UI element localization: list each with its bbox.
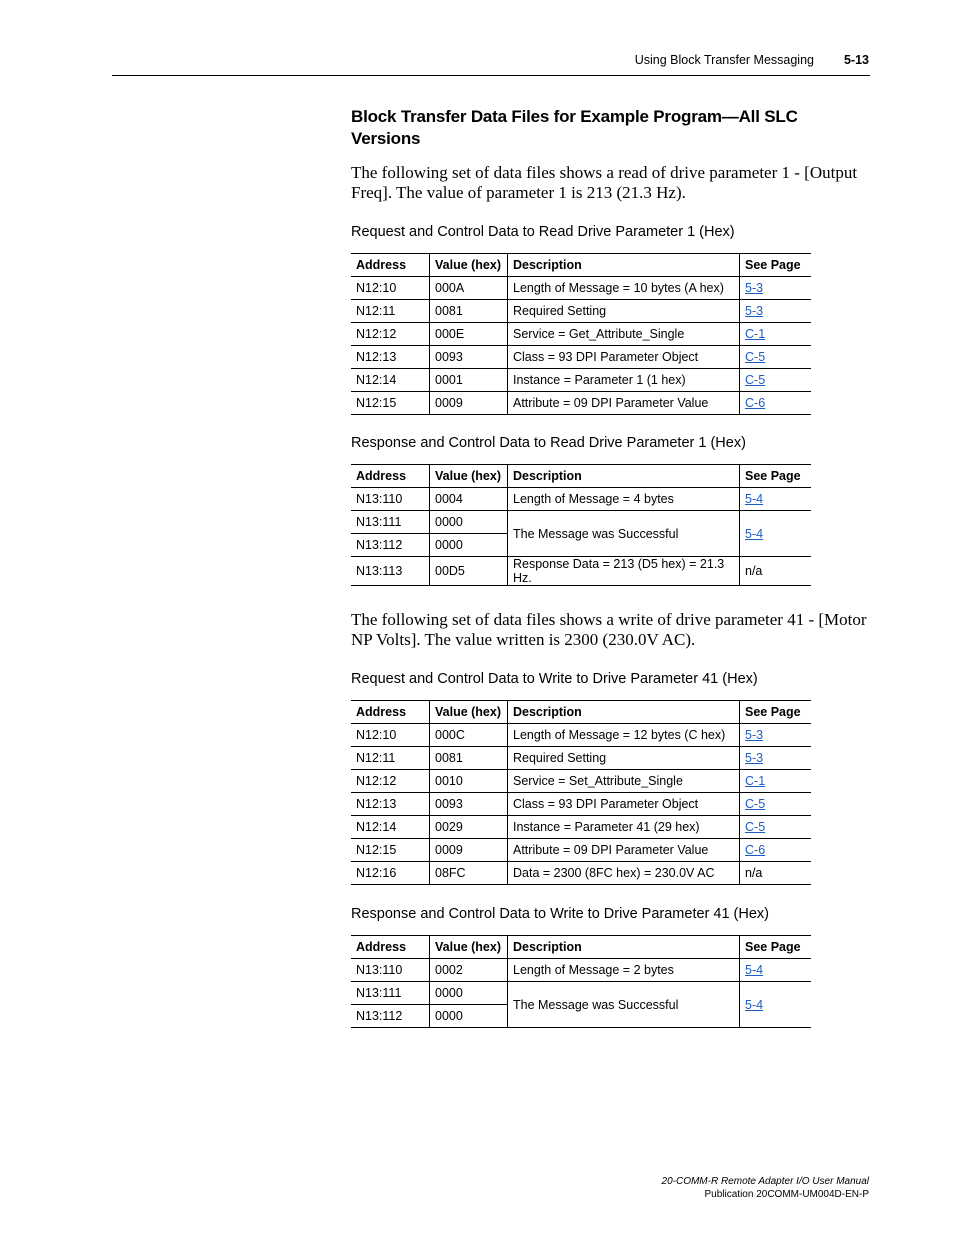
description-cell: Data = 2300 (8FC hex) = 230.0V AC xyxy=(508,862,740,885)
col-see-page: See Page xyxy=(740,254,812,277)
running-header xyxy=(0,52,954,72)
page-link[interactable]: C-5 xyxy=(745,373,766,387)
table-row xyxy=(351,392,811,415)
address-cell: N13:110 xyxy=(351,488,430,511)
col-description: Description xyxy=(508,701,740,724)
table3-caption: Request and Control Data to Write to Drive Parameter 41 (Hex) xyxy=(351,671,758,687)
page-link[interactable]: 5-4 xyxy=(745,963,764,977)
value-cell: 000E xyxy=(430,323,508,346)
table4-caption: Response and Control Data to Write to Drive Parameter 41 (Hex) xyxy=(351,906,769,922)
address-cell: N13:113 xyxy=(351,557,430,586)
description-cell: The Message was Successful xyxy=(508,511,740,557)
table-header-row xyxy=(351,254,811,277)
page-link[interactable]: 5-3 xyxy=(745,304,764,318)
description-cell: Required Setting xyxy=(508,747,740,770)
address-cell: N12:13 xyxy=(351,346,430,369)
page-cell: n/a xyxy=(740,557,812,586)
table1-caption: Request and Control Data to Read Drive Parameter 1 (Hex) xyxy=(351,224,735,240)
page-link[interactable]: 5-3 xyxy=(745,728,764,742)
page-link[interactable]: 5-4 xyxy=(745,997,764,1012)
description-cell: Length of Message = 10 bytes (A hex) xyxy=(508,277,740,300)
col-address: Address xyxy=(351,701,430,724)
value-cell: 00D5 xyxy=(430,557,508,586)
table-row xyxy=(351,277,811,300)
table-row xyxy=(351,959,811,982)
col-address: Address xyxy=(351,936,430,959)
value-cell: 0001 xyxy=(430,369,508,392)
col-value: Value (hex) xyxy=(430,936,508,959)
description-cell: Instance = Parameter 1 (1 hex) xyxy=(508,369,740,392)
value-cell: 0000 xyxy=(430,511,508,534)
page-link[interactable]: 5-3 xyxy=(745,751,764,765)
address-cell: N12:11 xyxy=(351,747,430,770)
main-content xyxy=(351,106,871,1028)
table-write-request xyxy=(351,700,811,885)
table-row xyxy=(351,511,811,534)
table-row xyxy=(351,839,811,862)
description-cell: Response Data = 213 (D5 hex) = 21.3 Hz. xyxy=(508,557,740,586)
address-cell: N12:15 xyxy=(351,392,430,415)
table-row xyxy=(351,982,811,1005)
value-cell: 0009 xyxy=(430,839,508,862)
value-cell: 0081 xyxy=(430,300,508,323)
col-value: Value (hex) xyxy=(430,254,508,277)
col-see-page: See Page xyxy=(740,936,812,959)
col-value: Value (hex) xyxy=(430,465,508,488)
description-cell: The Message was Successful xyxy=(508,982,740,1028)
table-row xyxy=(351,369,811,392)
table-row xyxy=(351,557,811,586)
value-cell: 0000 xyxy=(430,1005,508,1028)
value-cell: 000A xyxy=(430,277,508,300)
value-cell: 0009 xyxy=(430,392,508,415)
value-cell: 0093 xyxy=(430,346,508,369)
description-cell: Required Setting xyxy=(508,300,740,323)
publication-number: Publication 20COMM-UM004D-EN-P xyxy=(704,1189,869,1200)
value-cell: 0004 xyxy=(430,488,508,511)
value-cell: 000C xyxy=(430,724,508,747)
address-cell: N12:10 xyxy=(351,277,430,300)
table-read-request xyxy=(351,253,811,415)
description-cell: Instance = Parameter 41 (29 hex) xyxy=(508,816,740,839)
value-cell: 0000 xyxy=(430,982,508,1005)
intro-paragraph-read: The following set of data files shows a read of drive parameter 1 - [Output Freq]. The value of parameter 1 is 213 (21.3 Hz). xyxy=(351,163,858,202)
table-row xyxy=(351,346,811,369)
header-rule xyxy=(112,75,870,76)
description-cell: Service = Set_Attribute_Single xyxy=(508,770,740,793)
page-link[interactable]: C-1 xyxy=(745,774,766,788)
table2-caption: Response and Control Data to Read Drive Parameter 1 (Hex) xyxy=(351,435,746,451)
table-row xyxy=(351,488,811,511)
description-cell: Attribute = 09 DPI Parameter Value xyxy=(508,839,740,862)
intro-paragraph-write: The following set of data files shows a write of drive parameter 41 - [Motor NP Volts]. The value written is 2300 (230.0V AC). xyxy=(351,610,867,649)
page-cell: n/a xyxy=(740,862,812,885)
table-row xyxy=(351,724,811,747)
address-cell: N12:16 xyxy=(351,862,430,885)
col-value: Value (hex) xyxy=(430,701,508,724)
col-address: Address xyxy=(351,465,430,488)
address-cell: N12:15 xyxy=(351,839,430,862)
page-number: 5-13 xyxy=(843,53,869,67)
address-cell: N13:111 xyxy=(351,511,430,534)
description-cell: Length of Message = 2 bytes xyxy=(508,959,740,982)
value-cell: 0002 xyxy=(430,959,508,982)
page-link[interactable]: C-1 xyxy=(745,327,766,341)
value-cell: 0093 xyxy=(430,793,508,816)
page-link[interactable]: C-5 xyxy=(745,820,766,834)
address-cell: N13:112 xyxy=(351,534,430,557)
page-link[interactable]: C-6 xyxy=(745,843,766,857)
col-description: Description xyxy=(508,254,740,277)
table-row xyxy=(351,747,811,770)
page-link[interactable]: C-5 xyxy=(745,350,766,364)
address-cell: N13:112 xyxy=(351,1005,430,1028)
table-header-row xyxy=(351,936,811,959)
manual-title: 20-COMM-R Remote Adapter I/O User Manual xyxy=(661,1176,869,1187)
table-read-response xyxy=(351,464,811,586)
value-cell: 0029 xyxy=(430,816,508,839)
description-cell: Service = Get_Attribute_Single xyxy=(508,323,740,346)
col-see-page: See Page xyxy=(740,465,812,488)
table-header-row xyxy=(351,701,811,724)
table-row xyxy=(351,300,811,323)
section-heading: Block Transfer Data Files for Example Program—All SLC Versions xyxy=(351,107,798,148)
table-row xyxy=(351,770,811,793)
table-row xyxy=(351,862,811,885)
page-link[interactable]: 5-4 xyxy=(745,492,764,506)
description-cell: Class = 93 DPI Parameter Object xyxy=(508,793,740,816)
table-write-response xyxy=(351,935,811,1028)
description-cell: Attribute = 09 DPI Parameter Value xyxy=(508,392,740,415)
value-cell: 0010 xyxy=(430,770,508,793)
address-cell: N12:13 xyxy=(351,793,430,816)
description-cell: Length of Message = 4 bytes xyxy=(508,488,740,511)
address-cell: N12:11 xyxy=(351,300,430,323)
description-cell: Length of Message = 12 bytes (C hex) xyxy=(508,724,740,747)
page-link[interactable]: 5-4 xyxy=(745,526,764,541)
table-row xyxy=(351,323,811,346)
address-cell: N13:111 xyxy=(351,982,430,1005)
page-link[interactable]: 5-3 xyxy=(745,281,764,295)
col-description: Description xyxy=(508,936,740,959)
address-cell: N13:110 xyxy=(351,959,430,982)
value-cell: 08FC xyxy=(430,862,508,885)
address-cell: N12:10 xyxy=(351,724,430,747)
page-footer xyxy=(662,1175,869,1201)
value-cell: 0000 xyxy=(430,534,508,557)
address-cell: N12:12 xyxy=(351,770,430,793)
col-description: Description xyxy=(508,465,740,488)
address-cell: N12:14 xyxy=(351,369,430,392)
table-row xyxy=(351,793,811,816)
address-cell: N12:14 xyxy=(351,816,430,839)
table-row xyxy=(351,816,811,839)
value-cell: 0081 xyxy=(430,747,508,770)
address-cell: N12:12 xyxy=(351,323,430,346)
col-see-page: See Page xyxy=(740,701,812,724)
table-header-row xyxy=(351,465,811,488)
page-link[interactable]: C-5 xyxy=(745,797,766,811)
description-cell: Class = 93 DPI Parameter Object xyxy=(508,346,740,369)
col-address: Address xyxy=(351,254,430,277)
section-title: Using Block Transfer Messaging xyxy=(634,53,814,67)
page-link[interactable]: C-6 xyxy=(745,396,766,410)
